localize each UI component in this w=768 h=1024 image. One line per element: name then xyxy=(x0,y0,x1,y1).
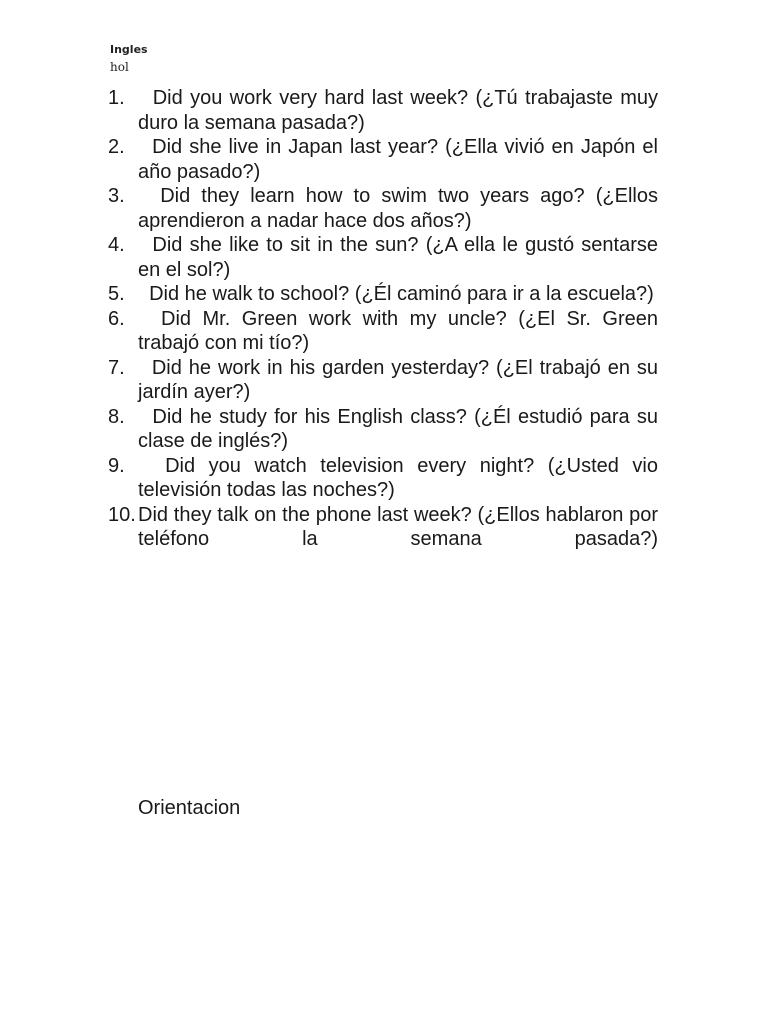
question-number: 3. xyxy=(108,185,125,207)
question-list xyxy=(108,86,658,552)
question-number: 10. xyxy=(108,503,136,526)
question-item-10 xyxy=(108,503,658,552)
question-number: 5. xyxy=(108,283,125,305)
question-text: Did he study for his English class? (¿Él estudió para su clase de inglés?) xyxy=(138,405,658,452)
question-item-2 xyxy=(108,135,658,184)
question-item-7 xyxy=(108,356,658,405)
question-number: 7. xyxy=(108,356,125,379)
question-number: 4. xyxy=(108,234,125,256)
question-text: Did you watch television every night? (¿Usted vio televisión todas las noches?) xyxy=(138,454,658,501)
question-item-9 xyxy=(108,454,658,503)
question-item-8 xyxy=(108,405,658,454)
question-text: Did Mr. Green work with my uncle? (¿El Sr. Green trabajó con mi tío?) xyxy=(138,307,658,354)
question-item-4 xyxy=(108,233,658,282)
question-text: Did you work very hard last week? (¿Tú trabajaste muy duro la semana pasada?) xyxy=(138,87,658,134)
question-item-1 xyxy=(108,86,658,135)
question-text: Did they talk on the phone last week? (¿Ellos hablaron por teléfono la semana pasada?) xyxy=(138,503,658,550)
question-text: Did she live in Japan last year? (¿Ella vivió en Japón el año pasado?) xyxy=(138,136,658,183)
question-text: Did he work in his garden yesterday? (¿El trabajó en su jardín ayer?) xyxy=(138,356,658,403)
question-text: Did she like to sit in the sun? (¿A ella le gustó sentarse en el sol?) xyxy=(138,234,658,281)
question-number: 9. xyxy=(108,454,125,477)
question-number: 2. xyxy=(108,136,125,158)
question-item-6 xyxy=(108,307,658,356)
question-text: Did they learn how to swim two years ago? (¿Ellos aprendieron a nadar hace dos años?) xyxy=(138,185,658,232)
document-title: Ingles xyxy=(110,43,148,56)
footer-label: Orientacion xyxy=(138,797,241,819)
document-subtitle: hol xyxy=(110,60,129,74)
question-number: 1. xyxy=(108,87,125,109)
question-item-3 xyxy=(108,184,658,233)
question-number: 8. xyxy=(108,405,125,428)
question-number: 6. xyxy=(108,307,125,330)
question-item-5 xyxy=(108,282,658,307)
question-text: Did he walk to school? (¿Él caminó para ir a la escuela?) xyxy=(138,283,654,305)
